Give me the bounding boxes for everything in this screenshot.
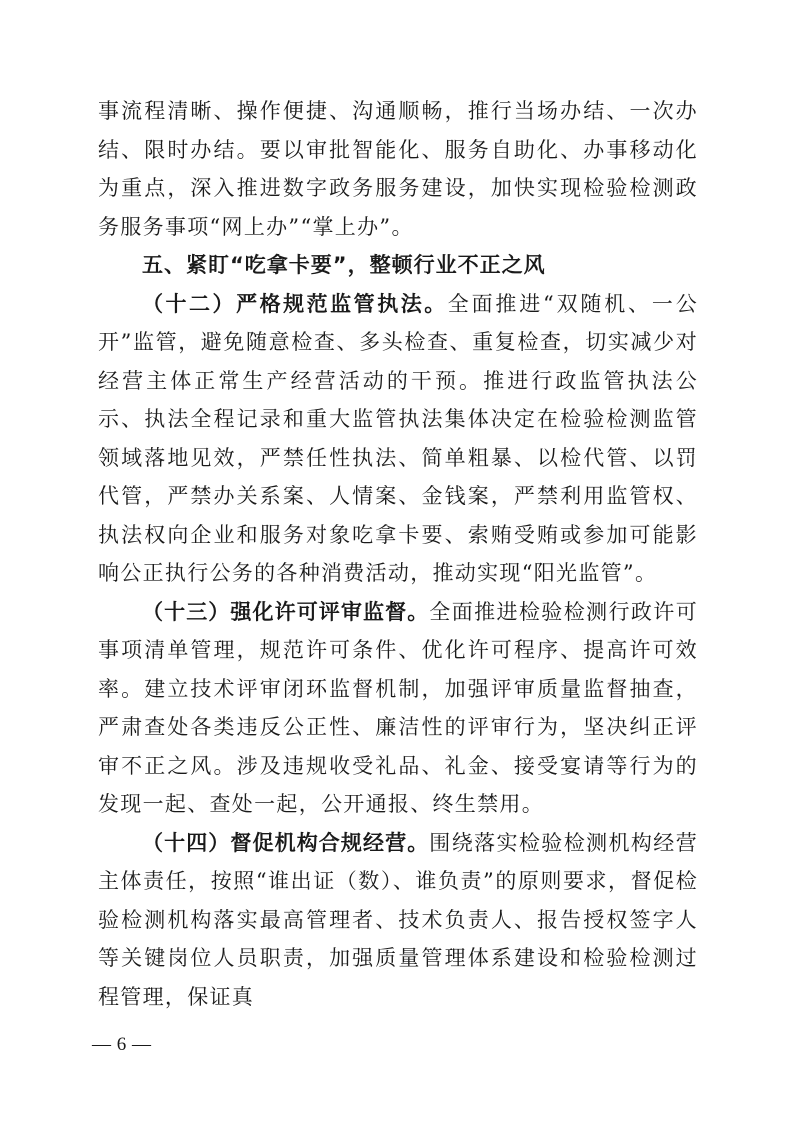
paragraph-fourteen-lead: （十四）督促机构合规经营。 [142, 830, 430, 855]
paragraph-twelve-lead: （十二）严格规范监管执法。 [142, 291, 448, 316]
paragraph-thirteen-lead: （十三）强化许可评审监督。 [142, 599, 430, 624]
body-text [98, 92, 698, 1016]
paragraph-fourteen [98, 824, 698, 1017]
paragraph-continuation: 事流程清晰、操作便捷、沟通顺畅，推行当场办结、一次办结、限时办结。要以审批智能化、服务自助化、办事移动化为重点，深入推进数字政务服务建设，加快实现检验检测政务服务事项“网上办”“掌上办”。 [98, 99, 698, 239]
section-heading-five: 五、紧盯“吃拿卡要”，整顿行业不正之风 [142, 253, 546, 277]
page-number: — 6 — [92, 1034, 152, 1055]
paragraph-thirteen-body: 全面推进检验检测行政许可事项清单管理，规范许可条件、优化许可程序、提高许可效率。建立技术评审闭环监督机制，加强评审质量监督抽查，严肃查处各类违反公正性、廉洁性的评审行为，坚决纠正评审不正之风。涉及违规收受礼品、礼金、接受宴请等行为的发现一起、查处一起，公开通报、终生禁用。 [98, 599, 698, 816]
paragraph-twelve [98, 285, 698, 593]
paragraph-fourteen-body: 围绕落实检验检测机构经营主体责任，按照“谁出证（数）、谁负责”的原则要求，督促检验检测机构落实最高管理者、技术负责人、报告授权签字人等关键岗位人员职责，加强质量管理体系建设和检验检测过程管理，保证真 [98, 830, 698, 1009]
paragraph-thirteen [98, 593, 698, 824]
paragraph-twelve-body: 全面推进“双随机、一公开”监管，避免随意检查、多头检查、重复检查，切实减少对经营主体正常生产经营活动的干预。推进行政监管执法公示、执法全程记录和重大监管执法集体决定在检验检测监管领域落地见效，严禁任性执法、简单粗暴、以检代管、以罚代管，严禁办关系案、人情案、金钱案，严禁利用监管权、执法权向企业和服务对象吃拿卡要、索贿受贿或参加可能影响公正执行公务的各种消费活动，推动实现“阳光监管”。 [98, 291, 698, 585]
